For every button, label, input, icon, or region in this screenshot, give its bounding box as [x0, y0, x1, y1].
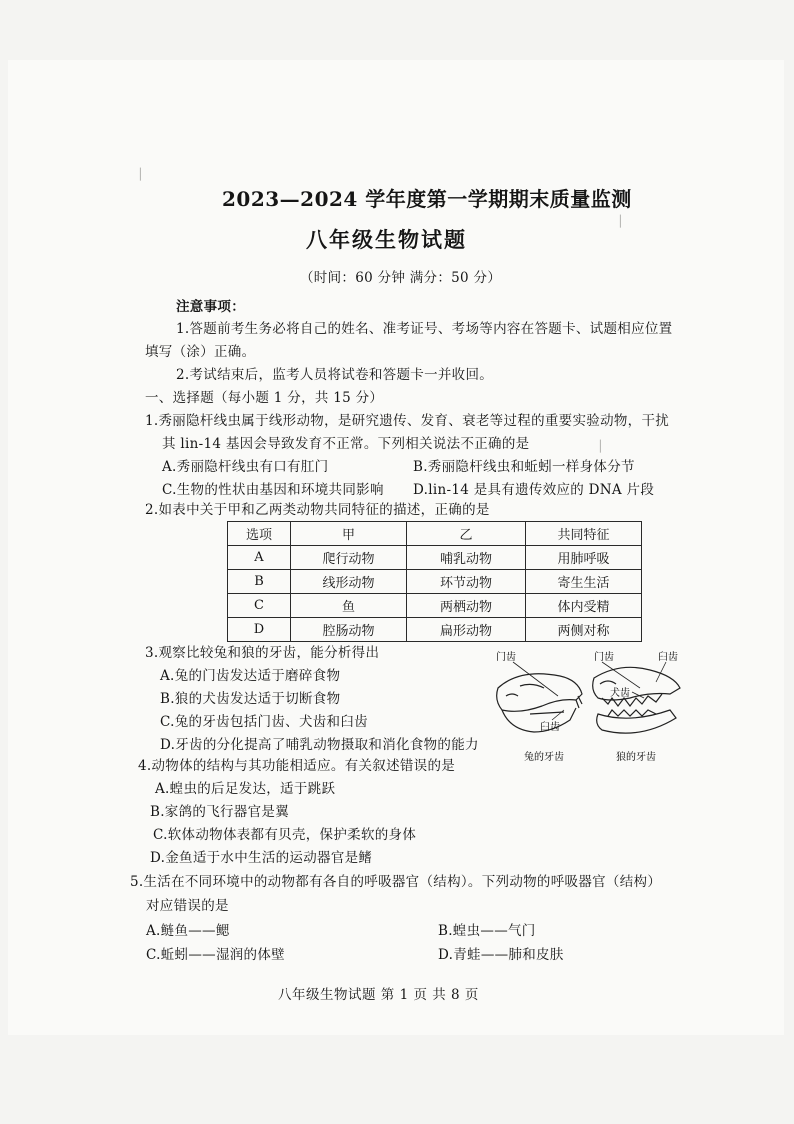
- table-cell: 两侧对称: [526, 618, 642, 642]
- table-row: [228, 546, 642, 570]
- exam-title: 2023—2024 学年度第一学期期末质量监测: [222, 187, 632, 211]
- q2-table: [227, 521, 642, 642]
- q3-option-d: D.牙齿的分化提高了哺乳动物摄取和消化食物的能力: [160, 737, 479, 753]
- table-cell: B: [228, 570, 291, 594]
- q1-stem: 1.秀丽隐杆线虫属于线形动物，是研究遗传、发育、衰老等过程的重要实验动物，干扰: [145, 413, 670, 429]
- table-cell: 腔肠动物: [291, 618, 407, 642]
- table-cell: A: [228, 546, 291, 570]
- bleed-through-mark: ▏: [620, 215, 629, 228]
- table-row: [228, 594, 642, 618]
- subject-title: 八年级生物试题: [306, 227, 467, 252]
- table-cell: 体内受精: [526, 594, 642, 618]
- table-cell: C: [228, 594, 291, 618]
- wolf-skull-drawing: [593, 667, 680, 733]
- q4-option-a: A.蝗虫的后足发达，适于跳跃: [155, 781, 336, 797]
- table-cell: 鱼: [291, 594, 407, 618]
- bleed-through-mark: ▏: [140, 168, 149, 181]
- q5-stem: 5.生活在不同环境中的动物都有各自的呼吸器官（结构）。下列动物的呼吸器官（结构）: [130, 874, 662, 890]
- q4-option-c: C.软体动物体表都有贝壳，保护柔软的身体: [153, 827, 417, 843]
- page-footer: 八年级生物试题 第 1 页 共 8 页: [278, 987, 479, 1003]
- q3-option-b: B.狼的犬齿发达适于切断食物: [160, 691, 341, 707]
- table-row: [228, 618, 642, 642]
- q2-stem: 2.如表中关于甲和乙两类动物共同特征的描述，正确的是: [145, 502, 490, 518]
- table-cell: 哺乳动物: [407, 546, 526, 570]
- q4-option-b: B.家鸽的飞行器官是翼: [150, 804, 290, 820]
- table-header-cell: 乙: [407, 522, 526, 546]
- table-header-cell: 选项: [228, 522, 291, 546]
- caption-wolf-teeth: 狼的牙齿: [616, 752, 656, 763]
- q1-option-b: B.秀丽隐杆线虫和蚯蚓一样身体分节: [413, 459, 635, 475]
- q5-option-d: D.青蛙——肺和皮肤: [438, 947, 564, 963]
- teeth-figure: [490, 648, 690, 766]
- section-heading: 一、选择题（每小题 1 分，共 15 分）: [145, 390, 384, 406]
- q4-stem: 4.动物体的结构与其功能相适应。有关叙述错误的是: [138, 758, 456, 774]
- table-cell: 爬行动物: [291, 546, 407, 570]
- table-cell: 寄生生活: [526, 570, 642, 594]
- q5-option-b: B.蝗虫——气门: [438, 923, 536, 939]
- table-cell: 线形动物: [291, 570, 407, 594]
- q5-option-c: C.蚯蚓——湿润的体壁: [146, 947, 285, 963]
- table-row: [228, 570, 642, 594]
- table-header-cell: 共同特征: [526, 522, 642, 546]
- table-cell: 两栖动物: [407, 594, 526, 618]
- notes-item-1-cont: 填写（涂）正确。: [145, 344, 256, 360]
- notes-item-2: 2.考试结束后，监考人员将试卷和答题卡一并收回。: [176, 367, 494, 383]
- table-cell: D: [228, 618, 291, 642]
- q3-option-c: C.兔的牙齿包括门齿、犬齿和臼齿: [160, 714, 368, 730]
- q1-option-d: D.lin-14 是具有遗传效应的 DNA 片段: [413, 482, 655, 498]
- table-header-row: [228, 522, 642, 546]
- q3-option-a: A.兔的门齿发达适于磨碎食物: [160, 668, 341, 684]
- q1-stem-cont: 其 lin-14 基因会导致发育不正常。下列相关说法不正确的是: [162, 436, 530, 452]
- table-header-cell: 甲: [291, 522, 407, 546]
- q3-stem: 3.观察比较兔和狼的牙齿，能分析得出: [145, 645, 380, 661]
- q5-option-a: A.鲢鱼——鳃: [146, 923, 230, 939]
- q1-option-a: A.秀丽隐杆线虫有口有肛门: [162, 459, 329, 475]
- exam-meta: （时间：60 分钟 满分：50 分）: [300, 270, 502, 286]
- q4-option-d: D.金鱼适于水中生活的运动器官是鳍: [150, 850, 373, 866]
- table-cell: 扁形动物: [407, 618, 526, 642]
- label-wolf-molar: 臼齿: [658, 652, 678, 663]
- q1-option-c: C.生物的性状由基因和环境共同影响: [162, 482, 384, 498]
- notes-heading: 注意事项：: [176, 299, 245, 315]
- label-wolf-canine: 犬齿: [610, 688, 630, 699]
- table-cell: 用肺呼吸: [526, 546, 642, 570]
- bleed-through-mark: ▏: [600, 440, 609, 453]
- label-rabbit-incisor: 门齿: [496, 652, 516, 663]
- notes-item-1: 1.答题前考生务必将自己的姓名、准考证号、考场等内容在答题卡、试题相应位置: [176, 321, 673, 337]
- caption-rabbit-teeth: 兔的牙齿: [524, 752, 564, 763]
- label-wolf-incisor: 门齿: [594, 652, 614, 663]
- table-cell: 环节动物: [407, 570, 526, 594]
- q5-stem-cont: 对应错误的是: [146, 898, 229, 914]
- label-rabbit-molar: 臼齿: [540, 722, 560, 733]
